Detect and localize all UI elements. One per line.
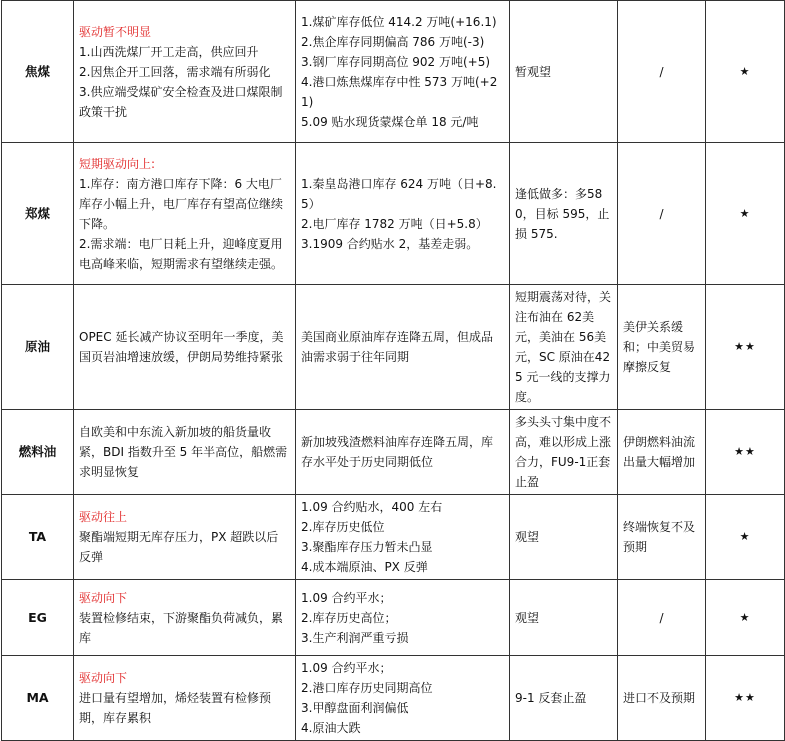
- driver-cell: [74, 143, 296, 285]
- risk-cell: [618, 285, 706, 410]
- commodity-name: 郑煤: [2, 143, 74, 285]
- driver-line: 装置检修结束，下游聚酯负荷减负，累库: [79, 610, 284, 645]
- inventory-line: 3.甲醇盘面利润偏低: [301, 701, 409, 715]
- driver-cell: [74, 656, 296, 741]
- inventory-line: 1.秦皇岛港口库存 624 万吨（日+8.5）: [301, 176, 497, 211]
- inventory-line: 2.库存历史低位: [301, 520, 385, 534]
- inventory-cell: [296, 495, 510, 580]
- inventory-line: 3.聚酯库存压力暂未凸显: [301, 540, 433, 554]
- risk-cell: [618, 495, 706, 580]
- star-rating: ★★: [706, 285, 785, 410]
- inventory-line: 2.焦企库存同期偏高 786 万吨(-3): [301, 34, 485, 49]
- table-row: [2, 1, 785, 143]
- risk-cell: [618, 143, 706, 285]
- risk-line: /: [659, 610, 664, 625]
- driver-cell: [74, 495, 296, 580]
- commodity-table: [1, 0, 785, 741]
- inventory-line: 4.港口炼焦煤库存中性 573 万吨(+21): [301, 74, 498, 109]
- driver-line: 1.库存：南方港口库存下降：6 大电厂库存小幅上升，电厂库存有望高位继续下降。: [79, 176, 284, 231]
- driver-line: 自欧美和中东流入新加坡的船货量收紧，BDI 指数升至 5 年半高位，船燃需求明显恢复: [79, 425, 288, 479]
- inventory-line: 2.电厂库存 1782 万吨（日+5.8）: [301, 216, 488, 231]
- risk-cell: [618, 580, 706, 656]
- strategy-cell: [510, 143, 618, 285]
- risk-line: /: [659, 64, 664, 79]
- inventory-line: 3.生产利润严重亏损: [301, 630, 409, 645]
- inventory-cell: [296, 143, 510, 285]
- strategy-cell: [510, 285, 618, 410]
- driver-cell: [74, 285, 296, 410]
- driver-cell: [74, 1, 296, 143]
- driver-line: 1.山西洗煤厂开工走高，供应回升: [79, 44, 259, 59]
- commodity-name: TA: [2, 495, 74, 580]
- table-row: [2, 410, 785, 495]
- driver-headline: 驱动向下: [79, 590, 128, 605]
- strategy-line: 9-1 反套止盈: [515, 691, 587, 705]
- inventory-cell: [296, 410, 510, 495]
- commodity-name: 原油: [2, 285, 74, 410]
- star-rating: ★★: [706, 656, 785, 741]
- inventory-line: 美国商业原油库存连降五周，但成品油需求弱于往年同期: [301, 330, 494, 364]
- risk-cell: [618, 656, 706, 741]
- strategy-cell: [510, 1, 618, 143]
- inventory-line: 2.港口库存历史同期高位: [301, 681, 433, 695]
- inventory-cell: [296, 656, 510, 741]
- table-row: [2, 285, 785, 410]
- strategy-line: 观望: [515, 610, 540, 625]
- table-row: [2, 656, 785, 741]
- inventory-line: 5.09 贴水现货蒙煤仓单 18 元/吨: [301, 114, 479, 129]
- inventory-cell: [296, 580, 510, 656]
- inventory-line: 1.09 合约平水；: [301, 661, 392, 675]
- inventory-line: 1.煤矿库存低位 414.2 万吨(+16.1): [301, 14, 497, 29]
- driver-headline: 驱动向下: [79, 671, 128, 685]
- inventory-line: 3.1909 合约贴水 2，基差走弱。: [301, 236, 479, 251]
- star-rating: ★: [706, 143, 785, 285]
- strategy-line: 多头头寸集中度不高，难以形成上涨合力，FU9-1正套止盈: [515, 415, 612, 489]
- inventory-line: 新加坡残渣燃料油库存连降五周，库存水平处于历史同期低位: [301, 435, 494, 469]
- commodity-name: 焦煤: [2, 1, 74, 143]
- inventory-line: 2.库存历史高位；: [301, 610, 397, 625]
- risk-line: 美伊关系缓和；中美贸易摩擦反复: [623, 320, 696, 374]
- driver-headline: 短期驱动向上:: [79, 156, 156, 171]
- inventory-cell: [296, 1, 510, 143]
- driver-line: 2.因焦企开工回落，需求端有所弱化: [79, 64, 271, 79]
- driver-line: 进口量有望增加，烯烃装置有检修预期，库存累积: [79, 691, 272, 725]
- star-rating: ★: [706, 495, 785, 580]
- commodity-name: 燃料油: [2, 410, 74, 495]
- driver-line: OPEC 延长减产协议至明年一季度，美国页岩油增速放缓，伊朗局势维持紧张: [79, 330, 284, 364]
- strategy-line: 观望: [515, 530, 540, 544]
- risk-line: 伊朗燃料油流出量大幅增加: [623, 435, 696, 469]
- table-body: [2, 1, 785, 741]
- driver-line: 2.需求端：电厂日耗上升，迎峰度夏用电高峰来临，短期需求有望继续走强。: [79, 236, 284, 271]
- table-row: [2, 495, 785, 580]
- risk-line: 进口不及预期: [623, 691, 696, 705]
- inventory-line: 4.原油大跌: [301, 721, 361, 735]
- strategy-cell: [510, 580, 618, 656]
- inventory-line: 4.成本端原油、PX 反弹: [301, 560, 428, 574]
- driver-headline: 驱动暂不明显: [79, 24, 152, 39]
- inventory-line: 1.09 合约贴水，400 左右: [301, 500, 443, 514]
- driver-line: 聚酯端短期无库存压力，PX 超跌以后反弹: [79, 530, 279, 564]
- commodity-name: EG: [2, 580, 74, 656]
- driver-cell: [74, 580, 296, 656]
- risk-line: /: [659, 206, 664, 221]
- driver-headline: 驱动往上: [79, 510, 128, 524]
- strategy-line: 逢低做多：多580，目标 595，止损 575.: [515, 186, 610, 241]
- star-rating: ★: [706, 580, 785, 656]
- table-row: [2, 580, 785, 656]
- strategy-line: 短期震荡对待，关注布油在 62美元，美油在 56美元，SC 原油在425 元一线的支撑力度。: [515, 290, 612, 404]
- risk-cell: [618, 410, 706, 495]
- strategy-cell: [510, 410, 618, 495]
- strategy-line: 暂观望: [515, 64, 552, 79]
- star-rating: ★: [706, 1, 785, 143]
- star-rating: ★★: [706, 410, 785, 495]
- driver-cell: [74, 410, 296, 495]
- risk-line: 终端恢复不及预期: [623, 520, 696, 554]
- risk-cell: [618, 1, 706, 143]
- strategy-cell: [510, 495, 618, 580]
- inventory-cell: [296, 285, 510, 410]
- commodity-name: MA: [2, 656, 74, 741]
- table-row: [2, 143, 785, 285]
- inventory-line: 1.09 合约平水；: [301, 590, 392, 605]
- driver-line: 3.供应端受煤矿安全检查及进口煤限制政策干扰: [79, 84, 283, 119]
- inventory-line: 3.钢厂库存同期高位 902 万吨(+5): [301, 54, 491, 69]
- strategy-cell: [510, 656, 618, 741]
